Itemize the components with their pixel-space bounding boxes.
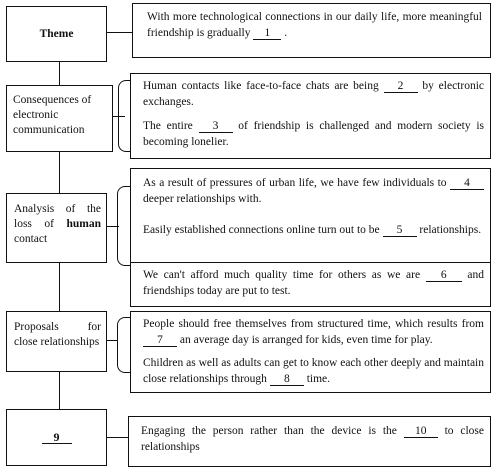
consequences-label-box	[6, 85, 113, 152]
blank-9: 9	[42, 432, 72, 444]
consequence-1-text-end: by electronic exchanges.	[143, 80, 484, 108]
analysis-label: Analysis of the loss of	[14, 203, 101, 230]
conclusion-text-box	[128, 416, 491, 467]
blank-5: 5	[383, 225, 417, 237]
proposal-1-text: People should free themselves from structured time, which results from	[143, 318, 484, 330]
analysis-2-text-end: relationships.	[419, 224, 482, 236]
analysis-item-1	[130, 168, 491, 216]
consequence-2-text-end: of friendship is challenged and modern society is becoming lonelier.	[143, 120, 485, 148]
proposal-2-text: Children as well as adults can get to know each other deeply and maintain close relationships through	[143, 357, 484, 385]
theme-connector	[107, 32, 132, 33]
analysis-label-box	[6, 193, 107, 263]
consequence-2-text: The entire	[143, 120, 193, 132]
analysis-3-text: We can't afford much quality time for others as we are	[143, 269, 421, 281]
consequence-item-1	[130, 73, 491, 116]
analysis-bracket	[117, 186, 130, 266]
theme-label: Theme	[39, 27, 74, 40]
proposal-2-text-end: time.	[306, 373, 331, 385]
proposals-label: Proposals for close relationships	[14, 321, 101, 348]
analysis-item-2	[130, 215, 491, 263]
theme-text-end: .	[284, 27, 288, 39]
blank-10: 10	[404, 426, 438, 438]
conclusion-connector	[107, 437, 128, 438]
proposal-item-1	[130, 311, 491, 352]
consequence-item-2	[130, 115, 491, 159]
blank-2: 2	[384, 81, 418, 93]
proposal-1-text-end: an average day is arranged for kids, even time for play.	[179, 334, 433, 346]
analysis-1-text-end: deeper relationships with.	[143, 193, 262, 205]
connector-vertical-3	[59, 262, 60, 311]
analysis-1-text: As a result of pressures of urban life, we have few individuals to	[143, 177, 447, 189]
connector-vertical-1	[59, 61, 60, 85]
theme-text-box	[132, 3, 491, 58]
proposal-item-2	[130, 351, 491, 393]
conclusion-text-end: to close relationships	[141, 425, 485, 453]
consequences-bracket	[118, 80, 130, 152]
consequences-label: Consequences of electronic communication	[13, 94, 92, 136]
theme-label-box	[6, 6, 107, 62]
analysis-3-text-end: and friendships today are put to test.	[143, 269, 485, 297]
proposals-bracket	[117, 317, 130, 373]
conclusion-label-box	[6, 409, 107, 466]
connector-vertical-2	[59, 151, 60, 193]
blank-3: 3	[199, 121, 233, 133]
blank-4: 4	[450, 178, 484, 190]
analysis-item-3	[130, 263, 491, 307]
conclusion-text: Engaging the person rather than the device is the	[141, 425, 397, 437]
proposals-label-box	[6, 311, 107, 372]
analysis-label-bold: human	[66, 218, 101, 230]
theme-text: With more technological connections in our daily life, more meaningful friendship is gradually	[147, 11, 482, 39]
connector-vertical-4	[59, 371, 60, 409]
consequence-1-text: Human contacts like face-to-face chats are being	[143, 80, 379, 92]
analysis-2-text: Easily established connections online turn out to be	[143, 224, 380, 236]
blank-8: 8	[270, 374, 304, 386]
blank-7: 7	[143, 335, 177, 347]
analysis-label-end: contact	[14, 233, 48, 245]
blank-6: 6	[426, 270, 462, 282]
blank-1: 1	[253, 28, 281, 40]
